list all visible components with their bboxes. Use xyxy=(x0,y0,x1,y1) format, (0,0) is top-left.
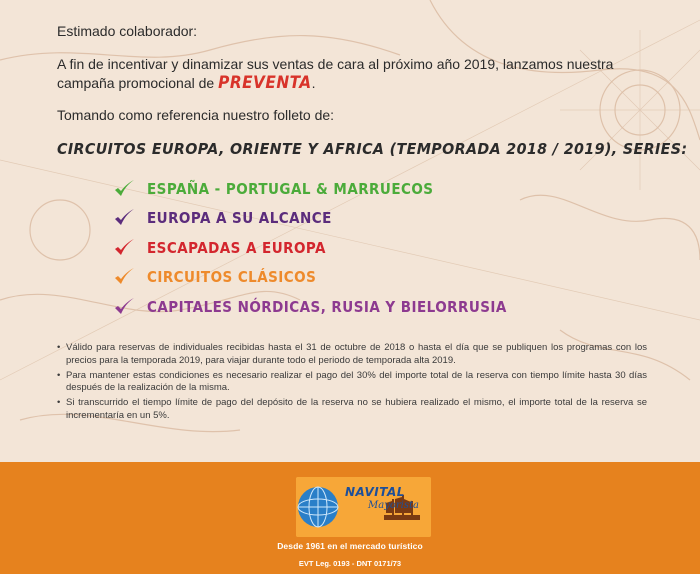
since-text: Desde 1961 en el mercado turístico xyxy=(277,541,423,551)
series-item-capitales-nordicas xyxy=(113,292,547,322)
check-mark-icon xyxy=(113,266,135,288)
series-name: ESCAPADAS A EUROPA xyxy=(147,238,326,257)
note-text: Si transcurrido el tiempo límite de pago del depósito de la reserva no se hubiera realizado el mismo, el importe total de la reserva se incrementaría en un 5%. xyxy=(66,397,647,421)
check-mark-icon xyxy=(113,207,135,229)
preventa-highlight: PREVENTA xyxy=(218,73,312,93)
conditions-notes xyxy=(57,342,647,425)
note-item: • Válido para reservas de individuales recibidas hasta el 31 de octubre de 2018 o hasta el día que se publiquen los programas con los precios para la temporada 2019, para viajar durante todo el periodo de temporada alta 2019. xyxy=(57,342,647,366)
series-title: CIRCUITOS EUROPA, ORIENTE Y AFRICA (TEMPORADA 2018 / 2019), SERIES: xyxy=(57,140,688,158)
note-text: Para mantener estas condiciones es necesario realizar el pago del 30% del importe total de la reserva con tiempo límite hasta 30 días después de la realización de la misma. xyxy=(66,369,647,394)
navital-logo xyxy=(296,477,431,537)
logo-name: NAVITAL xyxy=(345,485,405,499)
series-item-circuitos-clasicos xyxy=(113,263,547,293)
legal-text: EVT Leg. 0193 - DNT 0171/73 xyxy=(298,559,402,568)
reference-text: Tomando como referencia nuestro folleto de: xyxy=(57,107,335,123)
note-text: Válido para reservas de individuales recibidas hasta el 31 de octubre de 2018 o hasta el día que se publiquen los programas con los precios para la temporada 2019, para viajar durante todo el periodo de temporada alta 2019. xyxy=(66,342,647,366)
check-mark-icon xyxy=(113,237,135,259)
series-name: ESPAÑA - PORTUGAL & MARRUECOS xyxy=(147,179,434,198)
intro-end: . xyxy=(311,75,316,91)
check-mark-icon xyxy=(113,178,135,200)
check-mark-icon xyxy=(113,296,135,318)
series-list xyxy=(113,174,547,322)
series-name: CIRCUITOS CLÁSICOS xyxy=(147,268,317,287)
intro-text: A fin de incentivar y dinamizar sus ventas de cara al próximo año 2019, lanzamos nuestra campaña promocional de xyxy=(57,56,614,91)
greeting: Estimado colaborador: xyxy=(57,23,198,39)
series-name: EUROPA A SU ALCANCE xyxy=(147,209,332,228)
logo-subtitle: Mayorista xyxy=(368,500,419,511)
intro-paragraph xyxy=(57,55,657,93)
note-item: • Para mantener estas condiciones es necesario realizar el pago del 30% del importe total de la reserva con tiempo límite hasta 30 días después de la realización de la misma. xyxy=(57,369,647,394)
series-item-europa-alcance xyxy=(113,204,547,234)
series-item-escapadas xyxy=(113,233,547,263)
note-item: • Si transcurrido el tiempo límite de pago del depósito de la reserva no se hubiera realizado el mismo, el importe total de la reserva se incrementaría en un 5%. xyxy=(57,397,647,421)
series-item-espana-portugal xyxy=(113,174,547,204)
series-name: CAPITALES NÓRDICAS, RUSIA Y BIELORRUSIA xyxy=(147,297,507,316)
